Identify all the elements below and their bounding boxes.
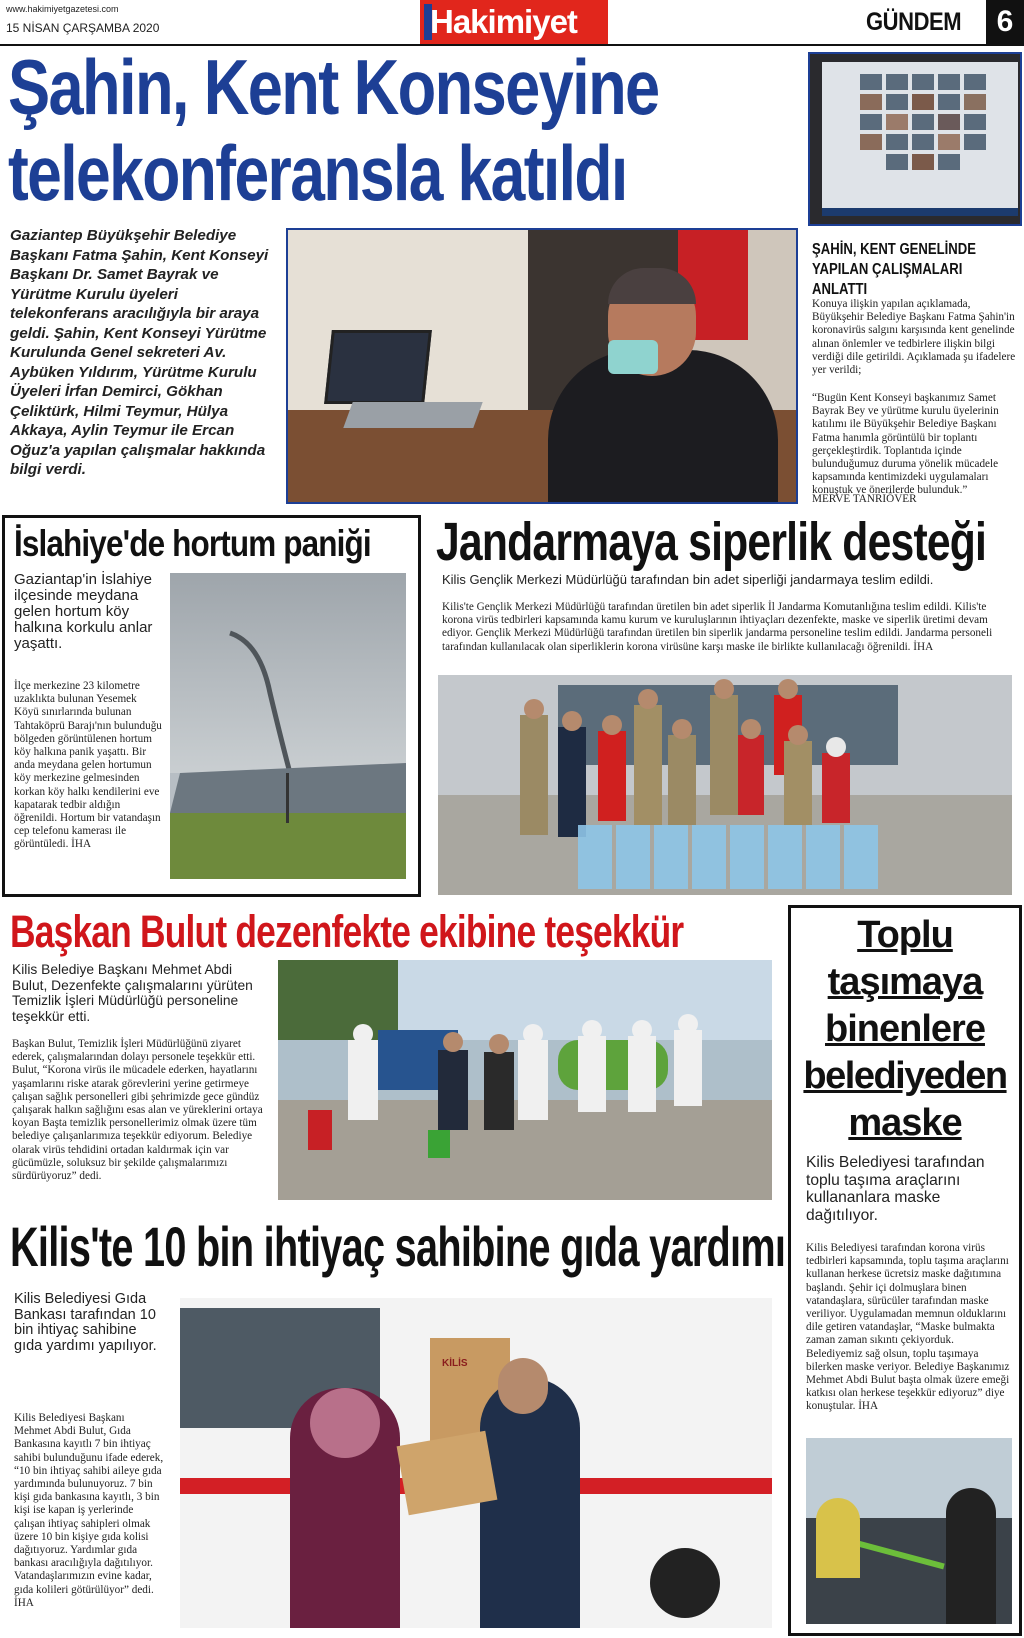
- story3-body: Kilis'te Gençlik Merkezi Müdürlüğü tarafından üretilen bin adet siperlik İl Jandarma Komutanlığına teslim edildi. Kilis'te korona virüs tedbirleri kapsamında kamu kurum ve kuruluşlarının ihtiyaçları dezenfekte, maske ve siperlik üretimi devam ediyor. Gençlik Merkezi Müdürlüğü tarafından üretilen bin siperlik jandarma personeline teslim edildi. Jandarma personeli tarafından kullanılacak olan siperliklerin korona virüsüne karşı maske ile birlikte kullanılacağı öğrenildi. İHA: [442, 601, 993, 653]
- story2-body: [14, 680, 164, 852]
- newspaper-logo: [420, 0, 608, 44]
- story5-headline-line: Toplu: [857, 914, 953, 956]
- laptop-screen: [324, 330, 432, 404]
- story5-headline-line: binenlere: [825, 1008, 985, 1050]
- story4-body: Başkan Bulut, Temizlik İşleri Müdürlüğünü ziyaret ederek, çalışmalarından dolayı personele teşekkür etti. Bulut, “Korona virüs ile mücadele ederken, hayatlarını yaşamlarını riske atarak görevlerini yerine getirmeye çalışan sağlık personelleri gibi şehrimizde gece gündüz çalışarak halkın sağlığını esas alan ve yüreklerini ortaya koyan Başta temizlik personellerimiz olmak üzere tüm belediye çalışanlarımıza teşekkür ediyorum. Belediye olarak virüs tehdidini ortadan kaldırmak için var gücümüzle, soluksuz bir şekilde çalışmalarımızı sürdürüyoruz” dedi.: [12, 1038, 263, 1183]
- issue-date: 15 NİSAN ÇARŞAMBA 2020: [6, 21, 160, 35]
- driver: [816, 1498, 860, 1578]
- story3-lead: Kilis Gençlik Merkezi Müdürlüğü tarafından bin adet siperliği jandarmaya teslim edildi.: [442, 572, 934, 587]
- story1-videocall-photo: [808, 52, 1022, 226]
- website-url[interactable]: www.hakimiyetgazetesi.com: [6, 4, 119, 14]
- story6-body: Kilis Belediyesi Başkanı Mehmet Abdi Bulut, Gıda Bankasına kayıtlı 7 bin ihtiyaç sahibi bulunduğunu ifade ederek, “10 bin ihtiyaç sahibi aileye gıda yardımında bulunuyoruz. 7 bin kişi gıda bankasına kayıtlı, 3 bin kişi ise kapan iş yerlerinde çalışan ihtiyaç sahipleri olmak üzere 10 bin kişiye gıda kolisi dağıtıyoruz. Yardımlar gıda bankası aracılığıyla dağıtılıyor. Vatandaşlarımızın evine kadar, gıda kolileri götürülüyor” dedi. İHA: [14, 1412, 164, 1609]
- story6-lead: Kilis Belediyesi Gıda Bankası tarafından 10 bin ihtiyaç sahibine gıda yardımı yapılıyor.: [14, 1291, 157, 1354]
- story5-bus-photo: [806, 1438, 1012, 1624]
- passenger: [946, 1488, 996, 1624]
- man-head: [498, 1358, 548, 1414]
- story5-headline-line: belediyeden: [803, 1055, 1007, 1097]
- story5-headline-line: maske: [848, 1102, 962, 1144]
- story1-byline: MERVE TANRIÖVER: [812, 493, 917, 505]
- story2-lead: Gaziantap'in İslahiye ilçesinde meydana gelen hortum köy halkına korkulu anlar yaşattı.: [14, 571, 153, 652]
- story1-side-body: Konuya ilişkin yapılan açıklamada, Büyükşehir Belediye Başkanı Fatma Şahin'in koronavirüs salgını karşısında kent genelinde alınan önlemler ve tedbirlere ilişkin bilgi verdiği dile getirildi. Açıklamada şu ifadelere yer verildi;: [812, 298, 1016, 377]
- box-label: KİLİS: [442, 1358, 468, 1369]
- story4-headline: Başkan Bulut dezenfekte ekibine teşekkür: [10, 906, 684, 957]
- page-number: 6: [986, 0, 1024, 44]
- laptop-base: [343, 402, 482, 428]
- story2-tornado-photo: [170, 573, 406, 879]
- face-mask: [608, 340, 658, 374]
- wheel: [650, 1548, 720, 1618]
- story6-headline: Kilis'te 10 bin ihtiyaç sahibine gıda yardımı: [10, 1215, 786, 1278]
- story6-food-aid-photo: [180, 1298, 772, 1628]
- story1-headline-line1: Şahin, Kent Konseyine: [8, 43, 659, 131]
- story5-headline: [792, 912, 1018, 1147]
- workers-graphic: [278, 960, 772, 1200]
- videocall-grid-graphic: [860, 74, 1010, 184]
- section-label: GÜNDEM: [866, 8, 962, 36]
- headscarf: [310, 1388, 380, 1458]
- story1-side-heading: ŞAHİN, KENT GENELİNDE YAPILAN ÇALIŞMALARI ANLATTI: [812, 241, 977, 298]
- taskbar: [822, 208, 1018, 216]
- man-figure: [480, 1378, 580, 1628]
- story5-lead: Kilis Belediyesi tarafından toplu taşıma araçlarını kullananlara maske dağıtılıyor.: [806, 1154, 985, 1224]
- story4-disinfection-team-photo: [278, 960, 772, 1200]
- logo-text: Hakimiyet: [430, 3, 577, 40]
- story2-headline: İslahiye'de hortum paniği: [14, 523, 371, 564]
- story3-headline: Jandarmaya siperlik desteği: [436, 512, 987, 572]
- story5-headline-line: taşımaya: [827, 961, 983, 1003]
- pole: [286, 773, 289, 823]
- story5-body: Kilis Belediyesi tarafından korona virüs tedbirleri kapsamında, toplu taşıma araçlarını kullanan herkese ücretsiz maske dağıtımına başlandı. Şehir içi dolmuşlara binen vatandaşlara, sürücüler tarafından maske veriliyor. Uygulamadan memnun olduklarını dile getiren vatandaşlar, “Maske bulmakta zaman zaman sıkıntı çekiyorduk. Belediyemiz sağ olsun, toplu taşımaya bilerken maske veriyor. Belediye Başkanımız Mehmet Abdi Bulut başta olmak üzere emeği katkısı olan herkese teşekkür ediyoruz” diye konuştular. İHA: [806, 1242, 1010, 1413]
- story1-main-photo: [286, 228, 798, 504]
- story3-group-photo: [438, 675, 1012, 895]
- story1-side-quote: “Bugün Kent Konseyi başkanımız Samet Bayrak Bey ve yürütme kurulu üyelerinin katılımı ile Büyükşehir Belediye Başkanı Fatma hanımla görüntülü bir toplantı gerçekleştirdik. Toplantıda içinde bulunduğumuz duruma yönelik mücadele kapsamında kentimizdeki uygulamaları konuştuk ve önerilerde bulunduk.”: [812, 392, 999, 497]
- story2-body-text: İlçe merkezine 23 kilometre uzaklıkta bulunan Yesemek Köyü sınırlarında bulunan Tahtaköprü Barajı'nın bulunduğu bölgeden görüntülenen hortum köy halkına panik yaşattı. Bir anda meydana gelen hortumun köy merkezine gelmesinden korkan köy halkı kendilerini eve kapatarak tedbir aldığın öğrenildi. Hortum bir vatandaşın cep telefonu kamerası ile görüntüledi. İHA: [14, 680, 162, 851]
- group-people-graphic: [438, 675, 1012, 895]
- story4-lead: Kilis Belediye Başkanı Mehmet Abdi Bulut, Dezenfekte çalışmalarını yürüten Temizlik İşleri Müdürlüğü personeline teşekkür etti.: [12, 962, 253, 1024]
- story1-lead: Gaziantep Büyükşehir Belediye Başkanı Fatma Şahin, Kent Konseyi Başkanı Dr. Samet Bayrak ve Yürütme Kurulu üyeleri telekonferans aracılığıyla bir araya geldi. Şahin, Kent Konseyi Yürütme Kurulunda Genel sekreteri Av. Aybüken Yıldırım, Yürütme Kurulu Üyeleri İrfan Demirci, Gökhan Çeliktürk, Hilmi Teymur, Hülya Akkaya, Aylin Teymur ile Ercan Oğuz'a yapılan çalışmalar hakkında bilgi verdi.: [10, 227, 269, 478]
- story1-headline-line2: telekonferansla katıldı: [8, 129, 627, 217]
